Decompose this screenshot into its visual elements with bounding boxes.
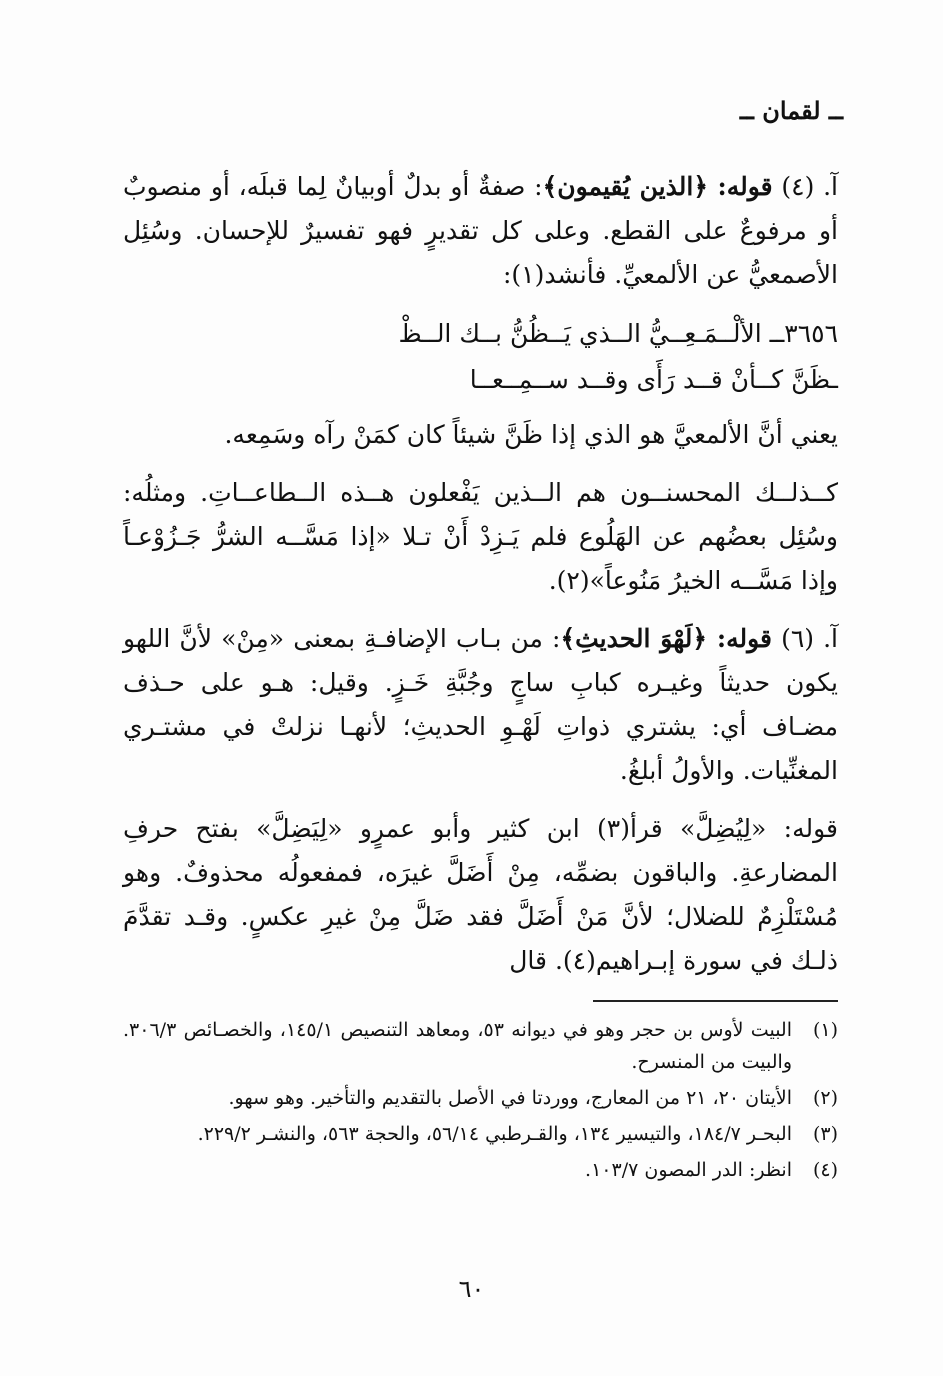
footnote [123,1014,838,1078]
footnote-number: (٤) [812,1159,838,1181]
paragraph-liyudil: قوله: «لِيُضِلَّ» قرأ(٣) ابن كثير وأبو عمرٍو «لِيَضِلَّ» بفتح حرفِ المضارعةِ. والباقون بضمِّه، مِنْ أَضَلَّ غيرَه، فمفعولُه محذوفٌ. وهو مُسْتَلْزِمٌ للضلال؛ لأنَّ مَنْ أَضَلَّ فقد ضَلَّ مِنْ غيرِ عكسٍ. وقـد تقدَّمَ ذلـك في سورة إبـراهيم(٤). قال [123,814,838,975]
commentary-text: : صفةٌ أو بدلٌ أوبيانٌ لِما قبلَه، أو منصوبٌ أو مرفوعٌ على القطع. وعلى كل تقديرٍ فهو تفسيرٌ للإحسان. وسُئِل الأصمعيُّ عن الألمعيِّ. فأنشد(١): [123,172,838,289]
verse-line-1: ٣٦٥٦ــ الألْــمَـعِــيُّ الــذي يَــظُنُّ بــك الــظْ [398,319,838,348]
main-text [123,165,838,997]
footnote-text: انظر: الدر المصون ١٠٣/٧. [585,1159,792,1181]
verse-explanation: يعني أنَّ الألمعيَّ هو الذي إذا ظَنَّ شيئاً كان كمَنْ رآه وسَمِعه. [224,420,838,449]
footnote-text: البيت لأوس بن حجر وهو في ديوانه ٥٣، ومعاهد التنصيص ١٤٥/١، والخصـائص ٣٠٦/٣. والبيت من المنسرح. [123,1019,792,1073]
footnote [123,1154,838,1186]
poetry-verse [123,311,838,403]
footnote-number: (٢) [812,1087,838,1109]
footnote [123,1118,838,1150]
footnote-number: (٣) [812,1123,838,1145]
commentary-text: : من بـاب الإضافـةِ بمعنى «مِنْ» لأنَّ اللهو يكون حديثاً وغيـره كبابِ ساجٍ وجُبَّةِ خَـزٍ. وقيل: هـو على حـذف مضـاف أي: يشتري ذواتِ لَهْـوِ الحديثِ؛ لأنهـا نزلتْ في مشتـري المغنِّيات. والأولُ أبلغُ. [123,624,838,785]
paragraph-verse-6 [123,617,838,793]
page-number: ٦٠ [458,1275,485,1303]
paragraph-verse-4 [123,165,838,297]
paragraph-muhsinun: كــذلــك المحسنــون هم الــذين يَفْعلون هــذه الــطاعــاتِ. ومثلُه: وسُئِل بعضُهم عن الهَلُوع فلم يَـزِدْ أَنْ تـلا «إذا مَسَّــه الشرُّ جَـزُوْعـاً وإذا مَسَّــه الخيرُ مَنُوعاً»(٢). [123,478,838,595]
footnote-text: الأيتان ٢٠، ٢١ من المعارج، ووردتا في الأصل بالتقديم والتأخير. وهو سهو. [228,1087,792,1109]
verse-ref: آ. (٦) [771,624,839,653]
footnotes [123,1014,838,1190]
verse-ref: آ. (٤) [772,172,839,201]
running-header: ــ لقمان ــ [739,96,843,125]
footnote-text: البحـر ١٨٤/٧، والتيسير ١٣٤، والقـرطبي ٥٦/١٤، والحجة ٥٦٣، والنشـر ٢٢٩/٢. [197,1123,792,1145]
verse-line-2: ـظَنَّ كــأنْ قــد رَأَى وقــد ســمِــعــا [469,365,838,394]
footnote-number: (١) [812,1019,838,1041]
footnote [123,1082,838,1114]
footnote-divider [593,1000,838,1002]
quoted-phrase: قوله: ﴿لَهْوَ الحديثِ﴾ [560,624,772,653]
quoted-phrase: قوله: ﴿الذين يُقيمون﴾ [542,172,773,201]
